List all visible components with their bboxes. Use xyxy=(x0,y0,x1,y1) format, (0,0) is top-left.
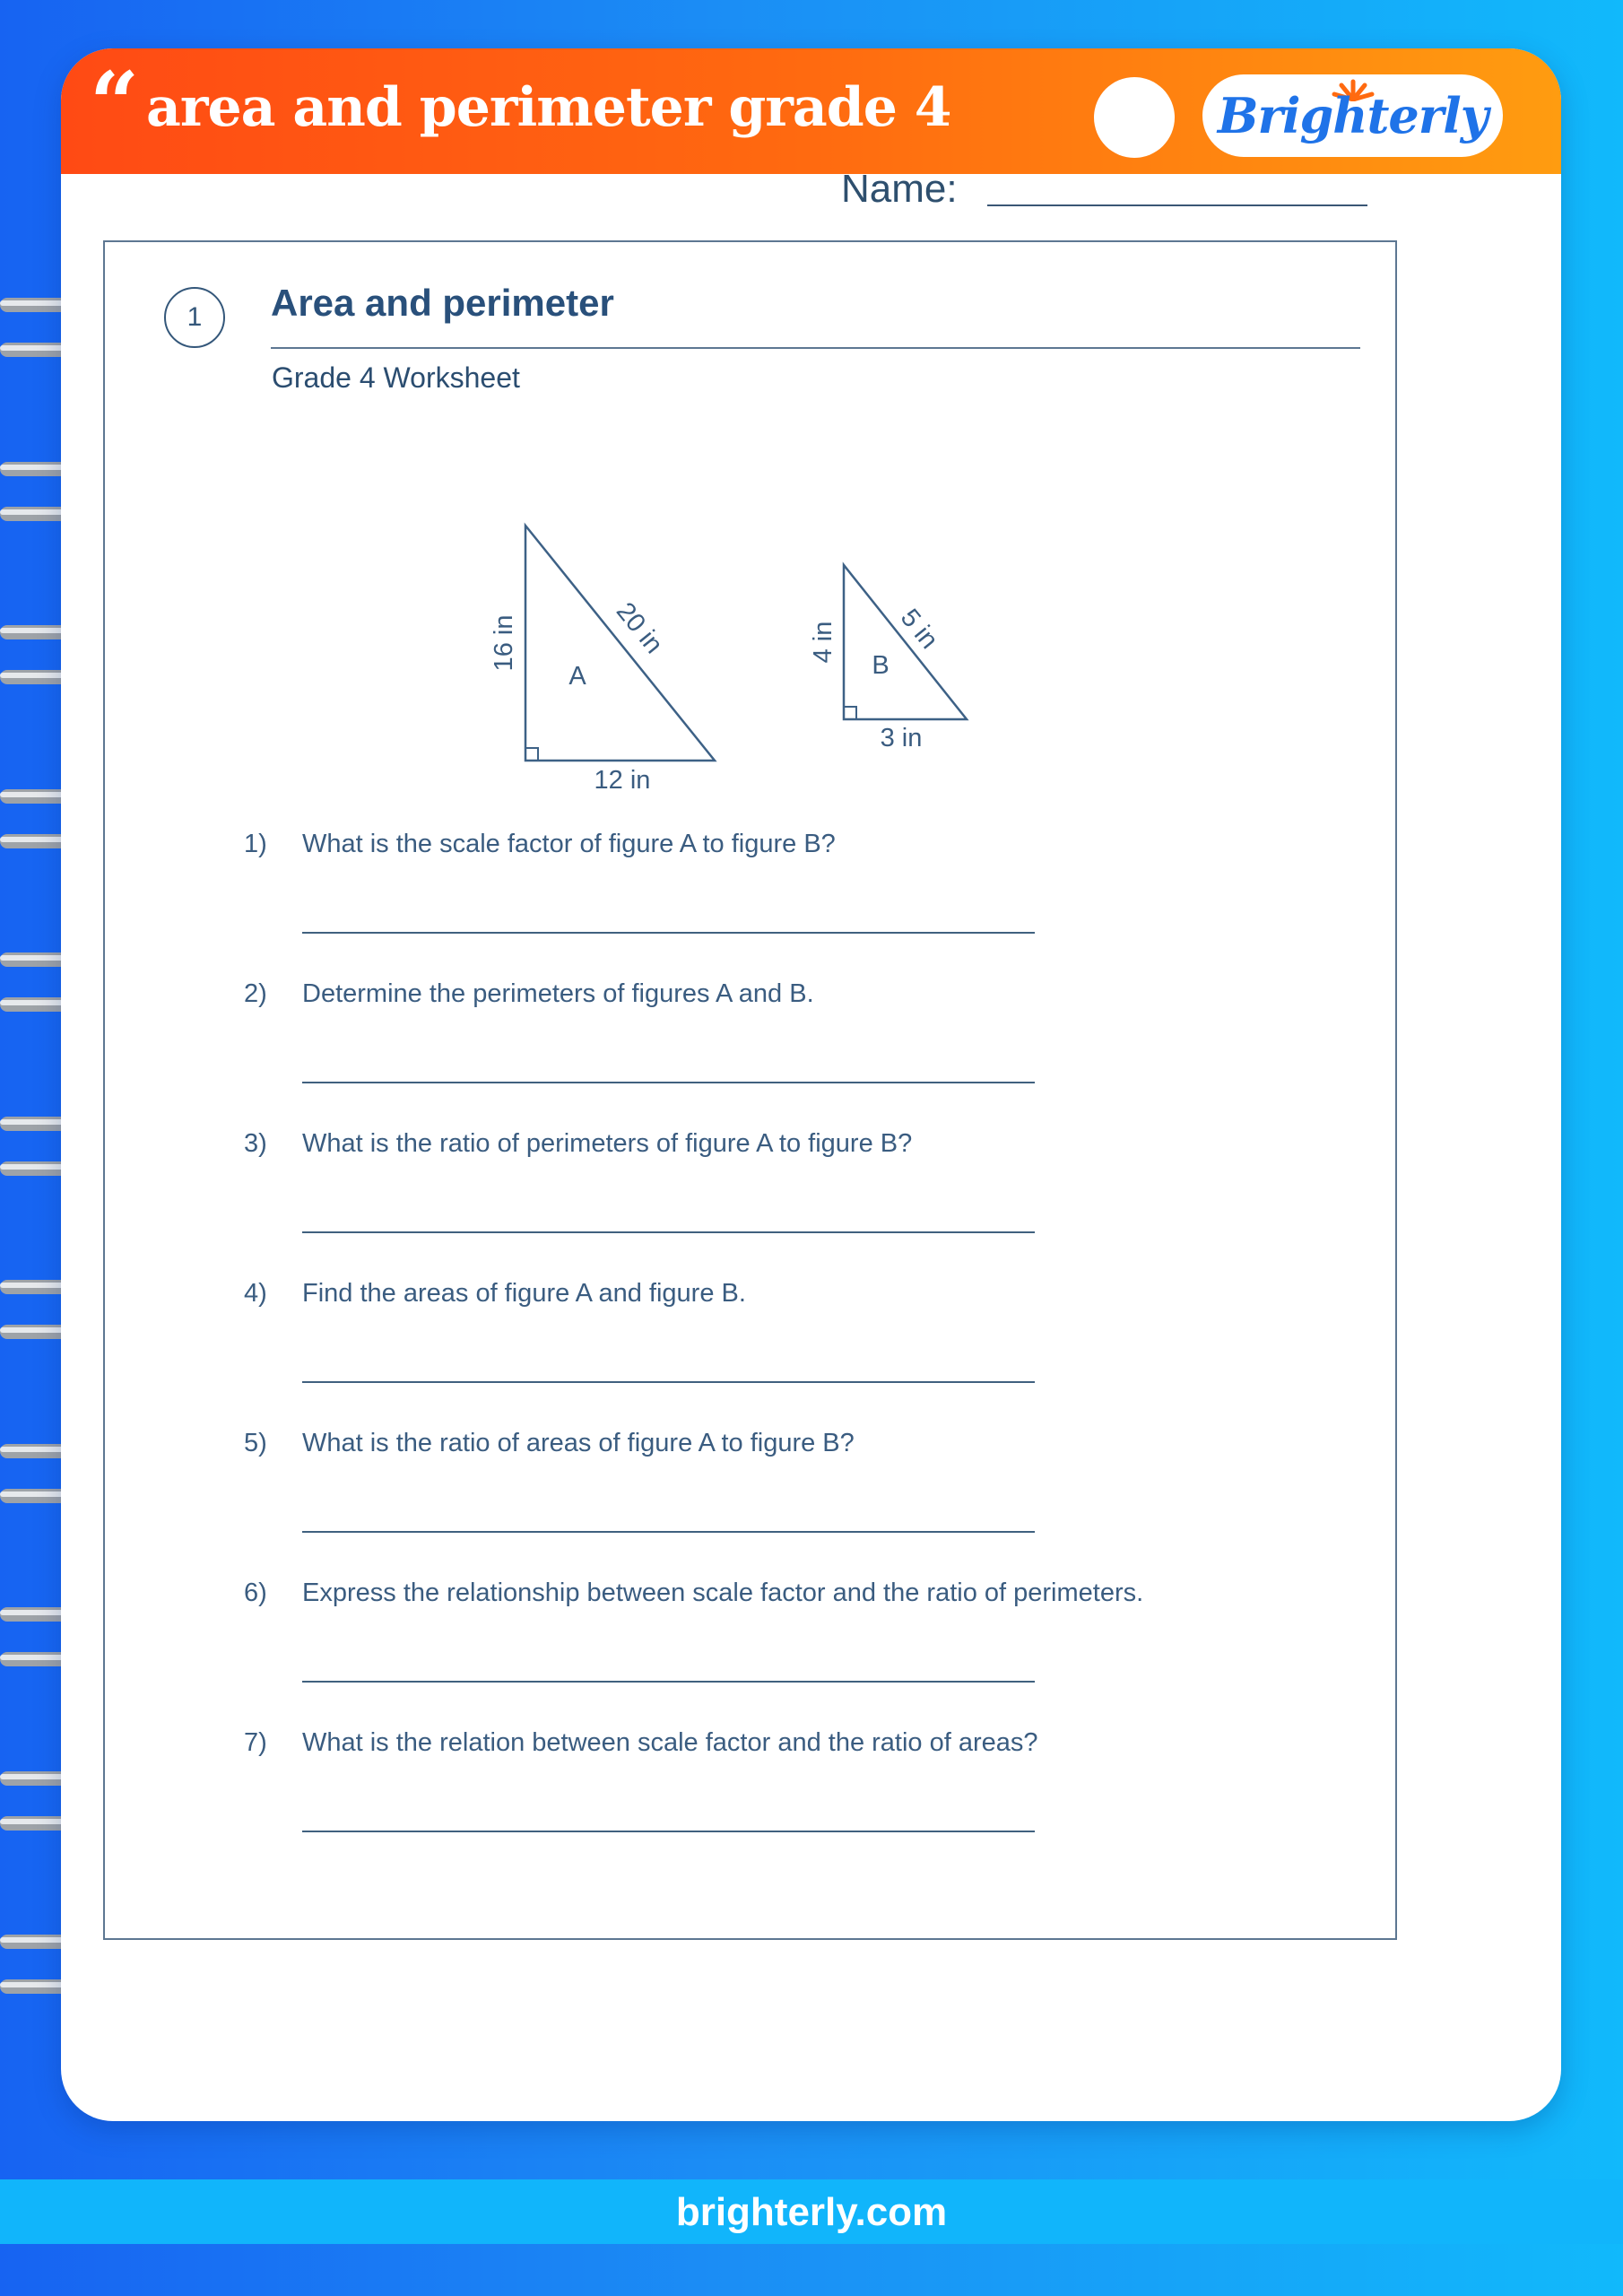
question-text: What is the relation between scale factor and the ratio of areas? xyxy=(302,1728,1038,1757)
question-text: What is the ratio of perimeters of figure A to figure B? xyxy=(302,1129,913,1158)
section-subtitle: Grade 4 Worksheet xyxy=(272,361,520,394)
header-circle-decoration xyxy=(1094,77,1175,158)
triangle-b-name: B xyxy=(872,651,890,680)
footer-site-link[interactable]: brighterly.com xyxy=(675,2190,948,2234)
question-number: 4) xyxy=(244,1279,267,1308)
question-number: 2) xyxy=(244,979,267,1008)
answer-line[interactable] xyxy=(302,1082,1035,1083)
section-title: Area and perimeter xyxy=(271,282,614,324)
answer-line[interactable] xyxy=(302,1231,1035,1233)
header-bar xyxy=(61,48,1561,174)
triangle-b-hypotenuse-label: 5 in xyxy=(894,604,944,655)
triangle-b-base-label: 3 in xyxy=(880,724,923,752)
quote-icon: “ xyxy=(90,53,140,154)
worksheet-frame xyxy=(103,240,1397,1940)
triangle-b-height-label: 4 in xyxy=(809,621,838,664)
question-text: Express the relationship between scale factor and the ratio of perimeters. xyxy=(302,1578,1144,1607)
question-number: 5) xyxy=(244,1429,267,1457)
page-title: area and perimeter grade 4 xyxy=(146,76,951,139)
answer-line[interactable] xyxy=(302,1381,1035,1383)
question-number: 7) xyxy=(244,1728,267,1757)
name-label: Name: xyxy=(841,167,958,211)
section-number-badge: 1 xyxy=(164,287,225,348)
question-text: What is the scale factor of figure A to figure B? xyxy=(302,830,836,858)
triangle-a-hypotenuse-label: 20 in xyxy=(610,596,669,659)
logo-text: Brighterly xyxy=(1217,87,1488,144)
triangle-a-height-label: 16 in xyxy=(490,614,518,672)
question-text: Determine the perimeters of figures A and B. xyxy=(302,979,814,1008)
triangle-a-base-label: 12 in xyxy=(594,766,651,795)
answer-line[interactable] xyxy=(302,1831,1035,1832)
question-text: What is the ratio of areas of figure A to figure B? xyxy=(302,1429,855,1457)
answer-line[interactable] xyxy=(302,932,1035,934)
answer-line[interactable] xyxy=(302,1531,1035,1533)
question-text: Find the areas of figure A and figure B. xyxy=(302,1279,746,1308)
name-input-line[interactable] xyxy=(987,204,1367,206)
question-number: 6) xyxy=(244,1578,267,1607)
question-number: 1) xyxy=(244,830,267,858)
brand-logo[interactable] xyxy=(1202,74,1503,157)
answer-line[interactable] xyxy=(302,1681,1035,1683)
title-divider xyxy=(271,347,1360,349)
triangle-a-name: A xyxy=(568,662,586,691)
question-number: 3) xyxy=(244,1129,267,1158)
